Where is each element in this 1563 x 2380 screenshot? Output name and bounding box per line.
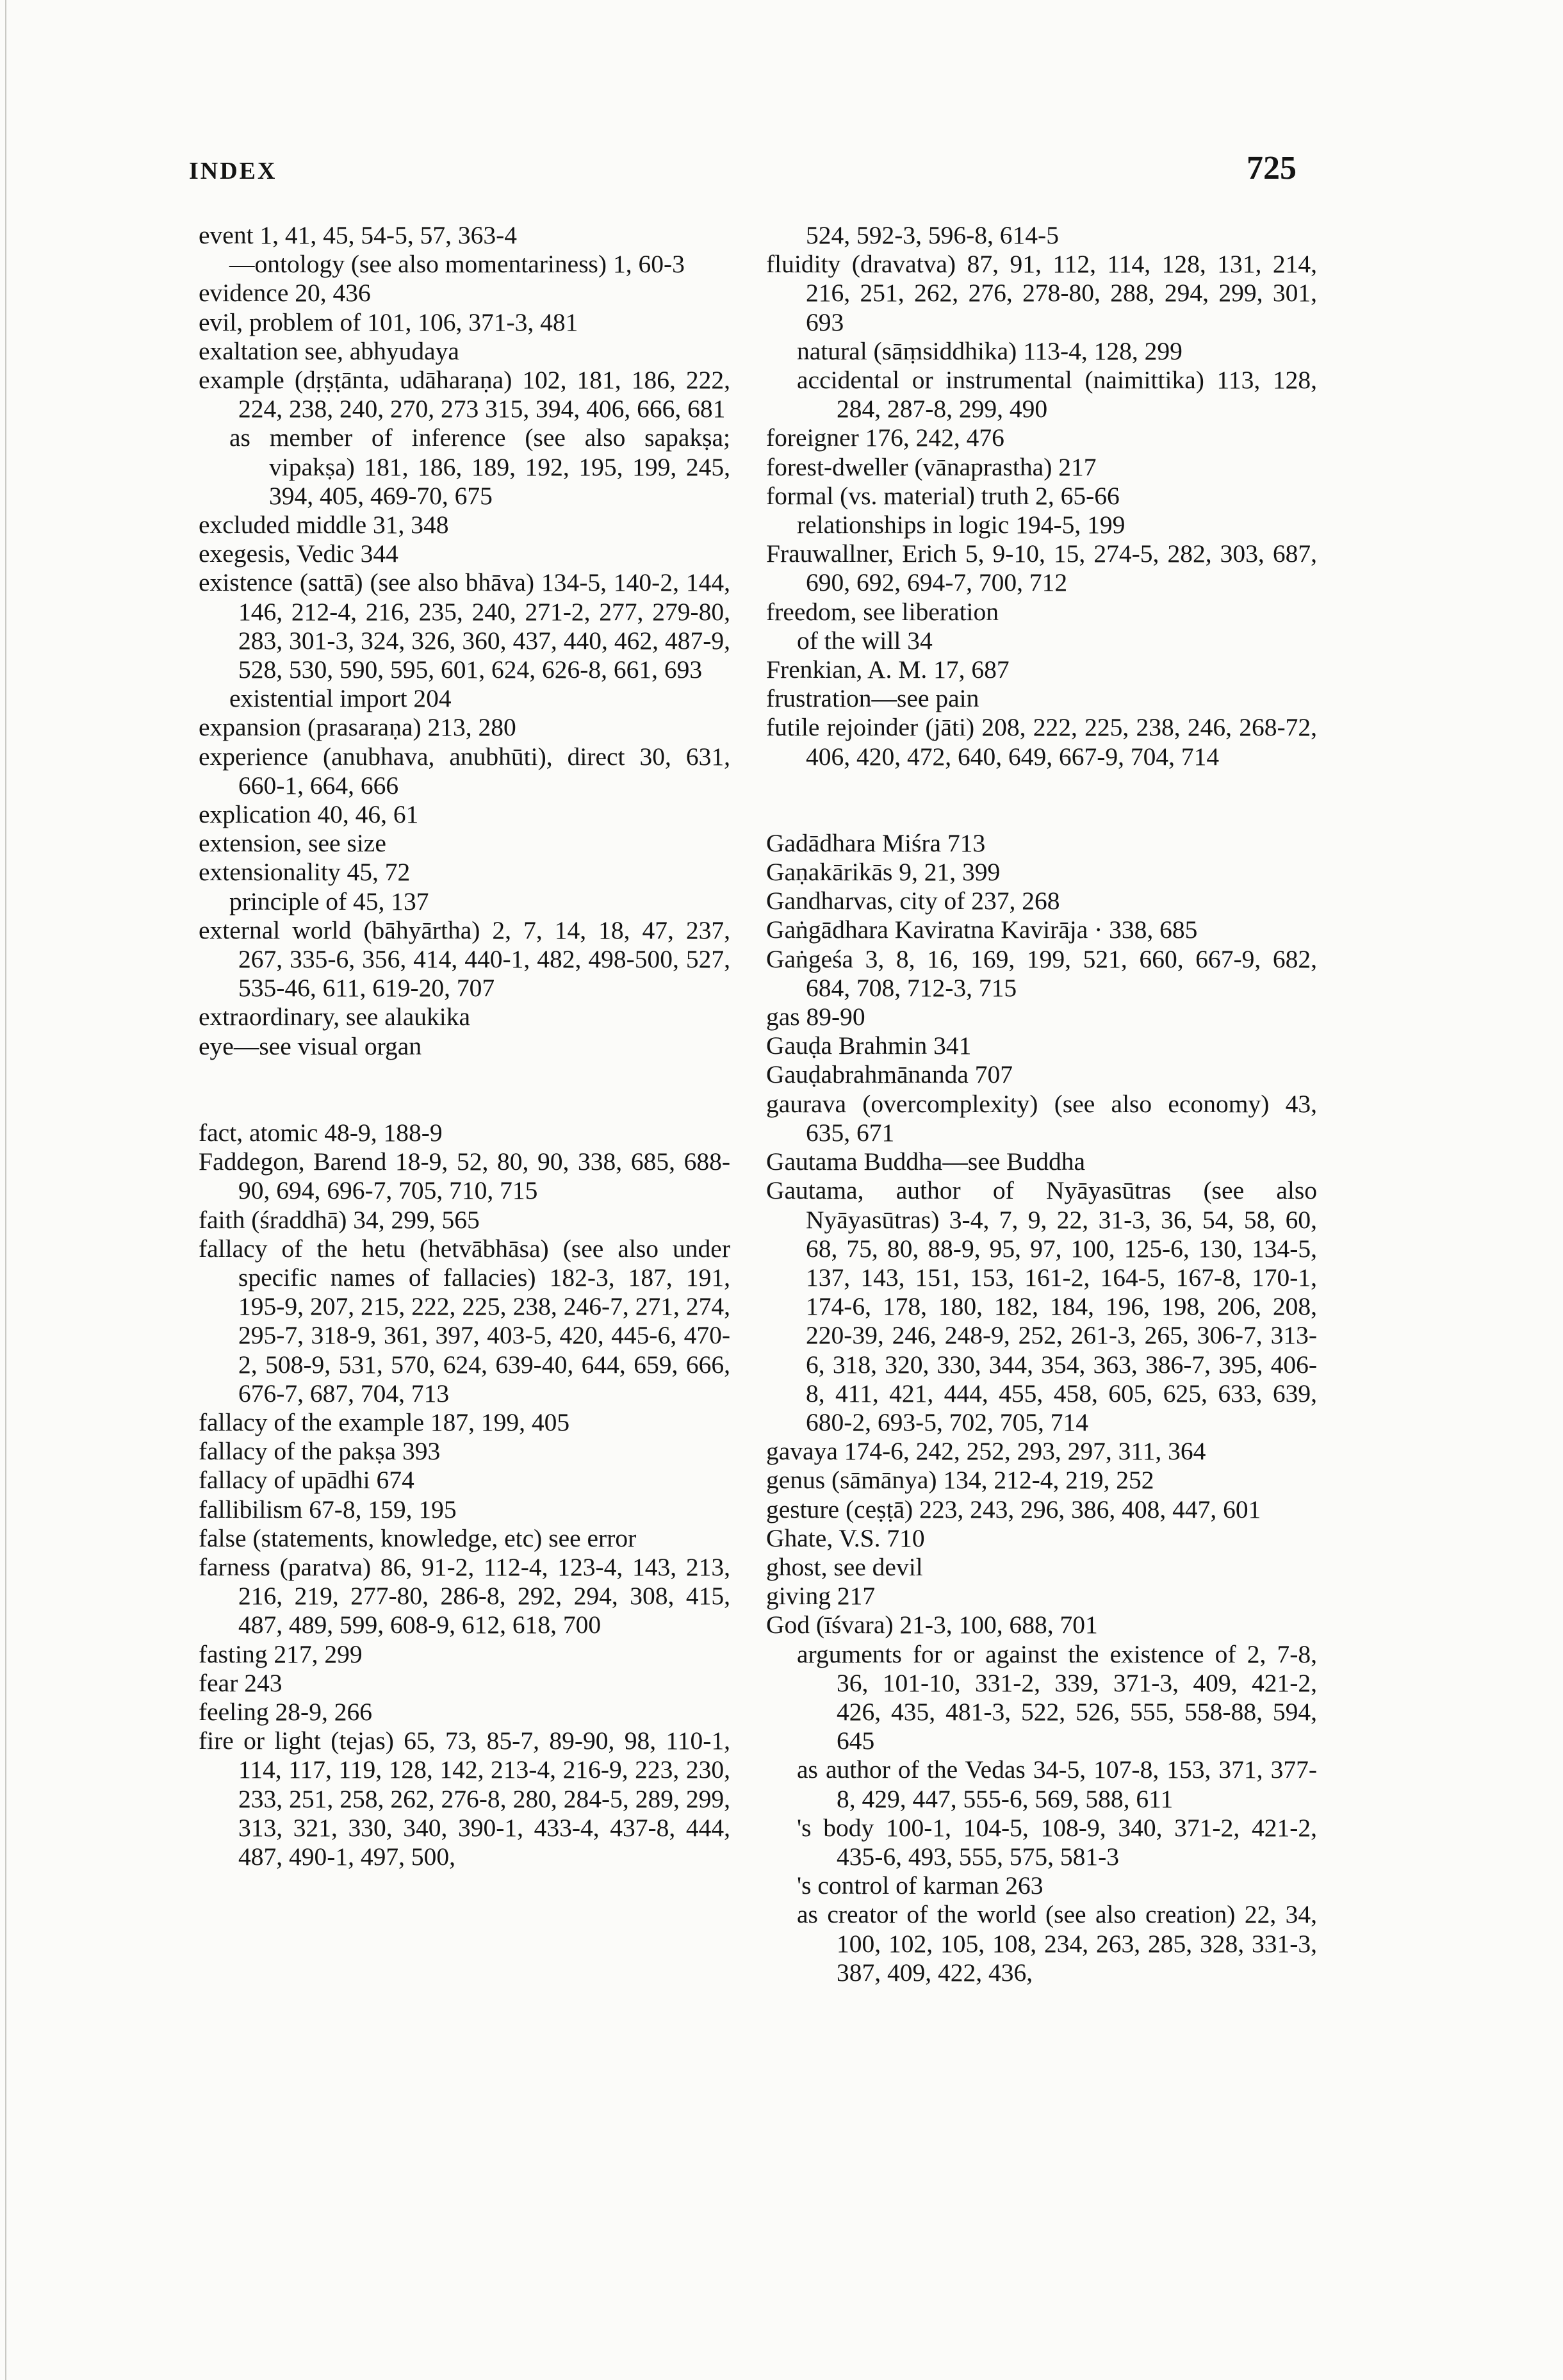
index-entry: fallacy of the example 187, 199, 405 xyxy=(199,1407,570,1436)
index-entry: fluidity (dravatva) 87, 91, 112, 114, 128, 131, 214, 216, 251, 262, 276, 278-80, 288, 294, 299, 301, 693 xyxy=(766,250,1317,336)
index-entry: faith (śraddhā) 34, 299, 565 xyxy=(199,1205,480,1234)
index-entry: fasting 217, 299 xyxy=(199,1639,363,1668)
index-subentry: 's control of karman 263 xyxy=(797,1871,1043,1900)
index-entry: Gaṅgeśa 3, 8, 16, 169, 199, 521, 660, 667-9, 682, 684, 708, 712-3, 715 xyxy=(766,944,1317,1002)
index-entry: gavaya 174-6, 242, 252, 293, 297, 311, 364 xyxy=(766,1437,1206,1466)
index-subentry: relationships in logic 194-5, 199 xyxy=(797,511,1125,539)
index-entry: Gauḍa Brahmin 341 xyxy=(766,1031,972,1060)
index-entry: extraordinary, see alaukika xyxy=(199,1003,471,1031)
index-entry: external world (bāhyārtha) 2, 7, 14, 18, 47, 237, 267, 335-6, 356, 414, 440-1, 482, 498-500, 527, 535-46, 611, 619-20, 707 xyxy=(199,915,730,1003)
index-entry: extension, see size xyxy=(199,829,386,858)
index-entry: futile rejoinder (jāti) 208, 222, 225, 238, 246, 268-72, 406, 420, 472, 640, 649, 667-9, 704, 714 xyxy=(766,713,1317,771)
index-entry: Gauḍabrahmānanda 707 xyxy=(766,1060,1013,1089)
index-subentry: arguments for or against the existence of 2, 7-8, 36, 101-10, 331-2, 339, 371-3, 409, 421-2, 426, 435, 481-3, 522, 526, 555, 558-88, 594, 645 xyxy=(797,1639,1317,1755)
index-entry: freedom, see liberation xyxy=(766,597,999,626)
index-entry: exegesis, Vedic 344 xyxy=(199,539,398,568)
index-entry: fact, atomic 48-9, 188-9 xyxy=(199,1118,443,1147)
index-entry: Gaṇakārikās 9, 21, 399 xyxy=(766,858,1001,887)
index-entry: fallacy of the pakṣa 393 xyxy=(199,1437,441,1466)
index-entry: feeling 28-9, 266 xyxy=(199,1697,372,1726)
index-entry: expansion (prasaraṇa) 213, 280 xyxy=(199,713,516,742)
page-number: 725 xyxy=(1247,150,1297,186)
index-entry: Gautama, author of Nyāyasūtras (see also Nyāyasūtras) 3-4, 7, 9, 22, 31-3, 36, 54, 58, 60, 68, 75, 80, 88-9, 95, 97, 100, 125-6, 130, 134-5, 137, 143, 151, 153, 161-2, 164-5, 167-8, 170-1, 174-6, 178, 180, 182, 184, 196, 198, 206, 208, 220-39, 246, 248-9, 252, 261-3, 265, 306-7, 313-6, 318, 320, 330, 344, 354, 363, 386-7, 395, 406-8, 411, 421, 444, 455, 458, 605, 625, 633, 639, 680-2, 693-5, 702, 705, 714 xyxy=(766,1176,1317,1436)
index-entry: explication 40, 46, 61 xyxy=(199,800,419,829)
index-entry: gaurava (overcomplexity) (see also economy) 43, 635, 671 xyxy=(766,1089,1317,1147)
index-entry: false (statements, knowledge, etc) see error xyxy=(199,1523,637,1552)
running-header: INDEX xyxy=(189,158,277,185)
index-entry: giving 217 xyxy=(766,1582,876,1611)
page-edge-line xyxy=(5,0,6,2380)
index-subentry: as creator of the world (see also creation) 22, 34, 100, 102, 105, 108, 234, 263, 285, 328, 331-3, 387, 409, 422, 436, xyxy=(797,1900,1317,1987)
index-entry: extensionality 45, 72 xyxy=(199,858,411,887)
index-entry: Frenkian, A. M. 17, 687 xyxy=(766,655,1010,684)
index-subentry: natural (sāṃsiddhika) 113-4, 128, 299 xyxy=(797,336,1182,365)
index-entry: experience (anubhava, anubhūti), direct 30, 631, 660-1, 664, 666 xyxy=(199,742,730,800)
index-entry: gas 89-90 xyxy=(766,1003,865,1031)
index-entry: evil, problem of 101, 106, 371-3, 481 xyxy=(199,308,578,336)
index-subentry: as author of the Vedas 34-5, 107-8, 153, 371, 377-8, 429, 447, 555-6, 569, 588, 611 xyxy=(797,1755,1317,1813)
index-entry: existence (sattā) (see also bhāva) 134-5, 140-2, 144, 146, 212-4, 216, 235, 240, 271-2, 277, 279-80, 283, 301-3, 324, 326, 360, 437, 440, 462, 487-9, 528, 530, 590, 595, 601, 624, 626-8, 661, 693 xyxy=(199,568,730,684)
index-entry: event 1, 41, 45, 54-5, 57, 363-4 xyxy=(199,221,517,249)
index-entry: Frauwallner, Erich 5, 9-10, 15, 274-5, 282, 303, 687, 690, 692, 694-7, 700, 712 xyxy=(766,539,1317,597)
index-entry: Gandharvas, city of 237, 268 xyxy=(766,887,1060,915)
index-entry: foreigner 176, 242, 476 xyxy=(766,423,1004,452)
index-entry: formal (vs. material) truth 2, 65-66 xyxy=(766,481,1120,510)
index-entry: frustration—see pain xyxy=(766,684,979,713)
index-subentry: existential import 204 xyxy=(229,684,452,713)
index-entry: fallacy of the hetu (hetvābhāsa) (see also under specific names of fallacies) 182-3, 187, 191, 195-9, 207, 215, 222, 225, 238, 246-7, 271, 274, 295-7, 318-9, 361, 397, 403-5, 420, 445-6, 470-2, 508-9, 531, 570, 624, 639-40, 644, 659, 666, 676-7, 687, 704, 713 xyxy=(199,1234,730,1407)
index-entry: evidence 20, 436 xyxy=(199,279,371,308)
index-entry: genus (sāmānya) 134, 212-4, 219, 252 xyxy=(766,1466,1154,1495)
index-entry: fire or light (tejas) 65, 73, 85-7, 89-90, 98, 110-1, 114, 117, 119, 128, 142, 213-4, 216-9, 223, 230, 233, 251, 258, 262, 276-8, 280, 284-5, 289, 299, 313, 321, 330, 340, 390-1, 433-4, 437-8, 444, 487, 490-1, 497, 500, xyxy=(199,1727,730,1871)
index-entry: fallacy of upādhi 674 xyxy=(199,1466,414,1495)
index-entry: 524, 592-3, 596-8, 614-5 xyxy=(806,221,1059,249)
index-entry: farness (paratva) 86, 91-2, 112-4, 123-4, 143, 213, 216, 219, 277-80, 286-8, 292, 294, 308, 415, 487, 489, 599, 608-9, 612, 618, 700 xyxy=(199,1552,730,1639)
index-column-left xyxy=(199,221,730,1871)
index-entry: Gadādhara Miśra 713 xyxy=(766,828,986,857)
index-entry: Ghate, V.S. 710 xyxy=(766,1523,925,1552)
index-entry: gesture (ceṣṭā) 223, 243, 296, 386, 408, 447, 601 xyxy=(766,1495,1261,1523)
index-entry: eye—see visual organ xyxy=(199,1031,422,1060)
index-entry: ghost, see devil xyxy=(766,1552,923,1581)
index-entry: Gaṅgādhara Kaviratna Kavirāja · 338, 685 xyxy=(766,915,1198,944)
index-entry: exaltation see, abhyudaya xyxy=(199,336,459,365)
index-subentry: —ontology (see also momentariness) 1, 60-3 xyxy=(229,250,685,279)
index-column-right xyxy=(766,221,1317,1987)
index-entry: fear 243 xyxy=(199,1668,282,1697)
index-subentry: 's body 100-1, 104-5, 108-9, 340, 371-2, 421-2, 435-6, 493, 555, 575, 581-3 xyxy=(797,1813,1317,1871)
index-entry: example (dṛṣṭānta, udāharaṇa) 102, 181, 186, 222, 224, 238, 240, 270, 273 315, 394, 406, 666, 681 xyxy=(199,366,730,423)
index-subentry: accidental or instrumental (naimittika) 113, 128, 284, 287-8, 299, 490 xyxy=(797,366,1317,423)
index-subentry: of the will 34 xyxy=(797,626,933,655)
index-entry: Faddegon, Barend 18-9, 52, 80, 90, 338, 685, 688-90, 694, 696-7, 705, 710, 715 xyxy=(199,1147,730,1205)
index-entry: fallibilism 67-8, 159, 195 xyxy=(199,1495,457,1523)
index-entry: excluded middle 31, 348 xyxy=(199,511,449,539)
index-entry: Gautama Buddha—see Buddha xyxy=(766,1147,1086,1176)
index-subentry: principle of 45, 137 xyxy=(229,887,429,915)
section-gap xyxy=(199,1061,730,1119)
section-gap xyxy=(766,771,1317,829)
index-entry: God (īśvara) 21-3, 100, 688, 701 xyxy=(766,1611,1098,1639)
index-entry: forest-dweller (vānaprastha) 217 xyxy=(766,452,1097,481)
index-subentry: as member of inference (see also sapakṣa; vipakṣa) 181, 186, 189, 192, 195, 199, 245, 394, 405, 469-70, 675 xyxy=(229,423,730,510)
